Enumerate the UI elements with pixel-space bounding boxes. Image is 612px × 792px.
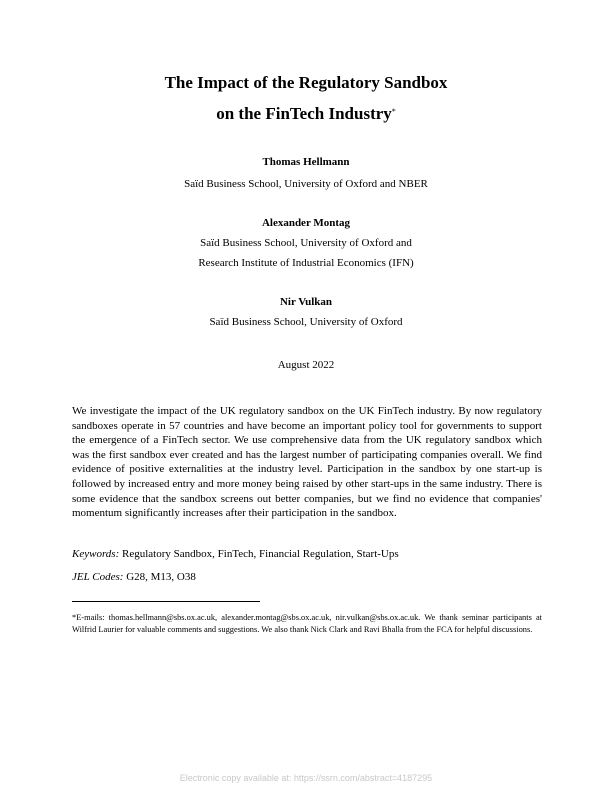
author-name-montag: Alexander Montag [261,217,351,229]
abstract-text: We investigate the impact of the UK regulatory sandbox on the UK FinTech industry. By now regulatory sandboxes operate in 57 countries and have become an important policy tool for governments to support the emergence of a FinTech sector. We use comprehensive data from the UK regulatory sandbox which was the first sandbox ever created and has the largest number of participating companies overall. We find evidence of positive externalities at the industry level. Participation in the sandbox by one start-up is followed by increased entry and more money being raised by other start-ups in the same industry. There is some evidence that the sandbox screens out better companies, but we find no evidence that companies' momentum significantly increases after their participation in the sandbox. [72,405,542,520]
footnote-divider [72,601,260,602]
author-affiliation-hellmann: Saïd Business School, University of Oxford and NBER [184,178,428,190]
keywords-label: Keywords: [72,548,120,560]
paper-title-line-2 [0,104,612,124]
footnote-text: *E-mails: thomas.hellmann@sbs.ox.ac.uk, alexander.montag@sbs.ox.ac.uk, nir.vulkan@sbs.ox.ac.uk. We thank seminar participants at Wilfrid Laurier for valuable comments and suggestions. We also thank Nick Clark and Ravi Bhalla from the FCA for helpful discussions. [72,613,542,634]
paper-title-line-1: The Impact of the Regulatory Sandbox [164,73,448,92]
footnote [72,612,542,635]
jel-codes-value: G28, M13, O38 [126,571,196,583]
jel-codes-line [72,570,542,584]
author-affiliation-vulkan: Saïd Business School, University of Oxford [209,316,403,328]
publication-date: August 2022 [277,359,335,371]
ssrn-watermark: Electronic copy available at: https://ssrn.com/abstract=4187295 [179,773,433,783]
author-affiliation-montag-line-2: Research Institute of Industrial Economics (IFN) [198,257,414,269]
author-name-hellmann: Thomas Hellmann [262,156,350,168]
abstract [72,404,542,521]
title-footnote-marker: * [391,107,396,116]
jel-codes-label: JEL Codes: [72,571,124,583]
paper-title-line-2-text: on the FinTech Industry [216,104,392,123]
author-affiliation-montag-line-1: Saïd Business School, University of Oxford and [200,237,412,249]
author-name-vulkan: Nir Vulkan [279,296,333,308]
keywords-value: Regulatory Sandbox, FinTech, Financial Regulation, Start-Ups [122,548,399,560]
keywords-line [72,547,542,561]
